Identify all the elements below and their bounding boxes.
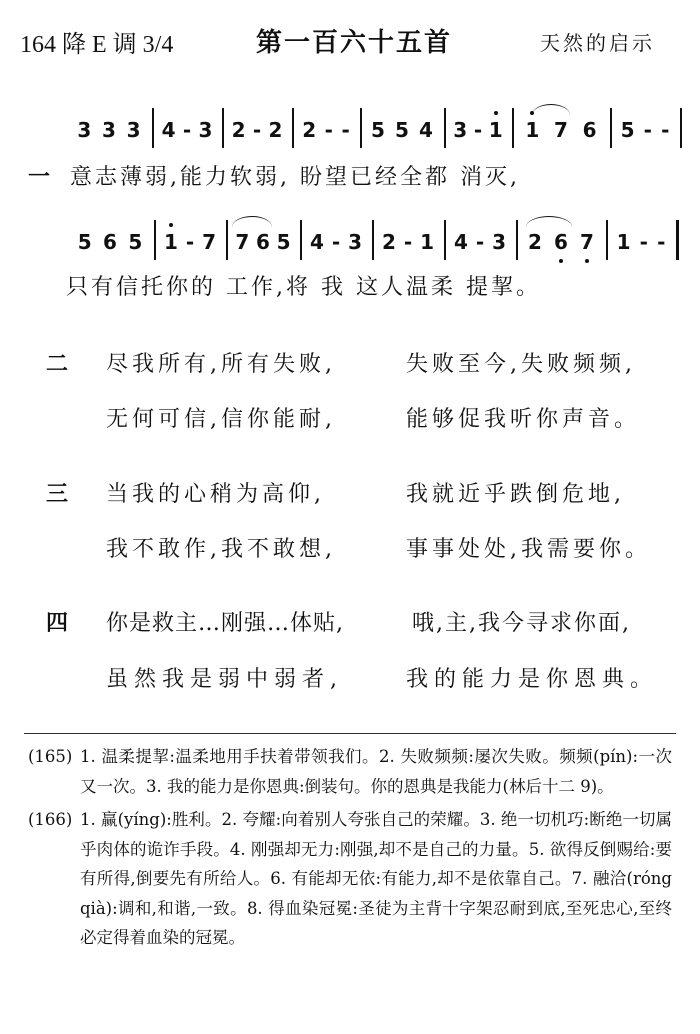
note: -	[661, 118, 670, 142]
measure	[450, 118, 506, 142]
note: -	[657, 230, 666, 254]
note: 7	[202, 230, 216, 254]
divider-line	[24, 733, 676, 734]
note: -	[252, 118, 262, 142]
verse-1-lyric-line-1: 意志薄弱,能力软弱, 盼望已经全都 消灭,	[70, 165, 520, 190]
verse-3-number: 三	[46, 482, 69, 507]
bar-line	[680, 108, 682, 148]
measure	[522, 230, 600, 254]
measure	[232, 230, 294, 254]
hymn-number: 164	[20, 32, 56, 58]
note: 3	[126, 118, 141, 142]
verse-3-line-1b: 我就近乎跌倒危地,	[406, 482, 625, 507]
measure	[160, 230, 220, 254]
measure	[518, 118, 604, 142]
note: 5	[620, 118, 635, 142]
bar-line	[372, 220, 374, 260]
note: -	[324, 118, 333, 142]
measure	[378, 230, 438, 254]
verse-2-line-2b: 能够促我听你声音。	[406, 407, 641, 432]
note: 2	[302, 118, 317, 142]
note: 3	[102, 118, 116, 142]
note: -	[639, 230, 648, 254]
slur-mark	[532, 104, 570, 115]
note: 1	[525, 118, 540, 142]
measure	[612, 230, 670, 254]
note: 3	[198, 118, 213, 142]
measure	[72, 230, 148, 254]
verse-3-line-1a: 当我的心稍为高仰,	[106, 482, 325, 507]
bar-line	[154, 220, 156, 260]
note: 7	[554, 118, 568, 142]
verse-4-number: 四	[46, 611, 69, 636]
measure	[228, 118, 286, 142]
measure	[616, 118, 674, 142]
footnote-text: 1. 温柔提挈:温柔地用手扶着带领我们。2. 失败频频:屡次失败。频频(pín):一次又一次。3. 我的能力是你恩典:倒装句。你的恩典是我能力(林后十二 9)。	[80, 747, 672, 796]
note: -	[403, 230, 413, 254]
verse-4-line-1b: 哦,主,我今寻求你面,	[412, 611, 631, 636]
note: 1	[488, 118, 503, 142]
bar-line	[360, 108, 362, 148]
measure	[450, 230, 510, 254]
bar-line	[292, 108, 294, 148]
note: 4	[453, 230, 468, 254]
note: 5	[77, 230, 92, 254]
verse-2-line-1a: 尽我所有,所有失败,	[106, 352, 336, 377]
verse-2-line-2a: 无何可信,信你能耐,	[106, 407, 336, 432]
note: -	[331, 230, 341, 254]
note: 5	[395, 118, 409, 142]
footnote-tag: (166)	[28, 810, 73, 829]
verse-4-line-1a: 你是救主…刚强…体贴,	[106, 611, 344, 636]
note: 2	[268, 118, 283, 142]
measure	[158, 118, 216, 142]
note: 3	[348, 230, 362, 254]
bar-line	[300, 220, 302, 260]
note: 1	[616, 230, 631, 254]
bar-line	[152, 108, 154, 148]
bar-line	[512, 108, 514, 148]
note: 4	[161, 118, 176, 142]
note: 4	[309, 230, 324, 254]
note: 5	[128, 230, 143, 254]
footnote-text: 1. 赢(yíng):胜利。2. 夸耀:向着别人夸张自己的荣耀。3. 绝一切机巧:断绝一切属乎肉体的诡诈手段。4. 刚强却无力:刚强,却不是自己的力量。5. 欲得反倒赐给:要有所得,倒要先有所给人。6. 有能却无依:有能力,却不是依靠自己。7. 融洽(róng qià):调和,和谐,一致。8. 得血染冠冕:圣徒为主背十字架忍耐到底,至死忠心,至终必定得着血染的冠冕。	[80, 810, 672, 947]
verse-1-number: 一	[28, 165, 54, 190]
note: 7	[580, 230, 594, 254]
footnotes	[28, 742, 672, 953]
hymn-theme: 天然的启示	[540, 31, 655, 55]
measure	[298, 118, 354, 142]
note: -	[475, 230, 485, 254]
bar-line	[444, 220, 446, 260]
hymn-title: 第一百六十五首	[256, 28, 453, 58]
bar-line	[516, 220, 518, 260]
verse-2-number: 二	[46, 352, 69, 377]
note: 3	[492, 230, 506, 254]
note: -	[341, 118, 350, 142]
note: 6	[256, 230, 270, 254]
note: 2	[381, 230, 396, 254]
bar-line	[226, 220, 228, 260]
bar-line	[606, 220, 608, 260]
note: 5	[276, 230, 291, 254]
note: 6	[582, 118, 597, 142]
measure	[72, 118, 146, 142]
verse-4-line-2a: 虽然我是弱中弱者,	[106, 667, 343, 692]
footnote-tag: (165)	[28, 747, 73, 766]
bar-line	[222, 108, 224, 148]
note: 6	[554, 230, 568, 254]
verse-3-line-2a: 我不敢作,我不敢想,	[106, 537, 336, 562]
footnote-166	[28, 805, 672, 953]
key-time-signature: 降 E 调 3/4	[62, 32, 174, 58]
note: -	[643, 118, 652, 142]
verse-2-line-1b: 失败至今,失败频频,	[406, 352, 636, 377]
note: 7	[235, 230, 250, 254]
note: 6	[103, 230, 117, 254]
note: -	[473, 118, 483, 142]
note: 3	[77, 118, 92, 142]
verse-4-line-2b: 我的能力是你恩典。	[406, 667, 659, 692]
bar-line	[444, 108, 446, 148]
measure	[306, 230, 366, 254]
bar-line	[676, 220, 679, 260]
measure	[366, 118, 438, 142]
note: 4	[419, 118, 433, 142]
verse-1-lyric-line-2: 只有信托你的 工作,将 我 这人温柔 提挈。	[66, 275, 541, 300]
note: -	[185, 230, 195, 254]
slur-mark	[526, 216, 572, 227]
note: 2	[231, 118, 246, 142]
note: 1	[163, 230, 178, 254]
note: 5	[371, 118, 385, 142]
verse-3-line-2b: 事事处处,我需要你。	[406, 537, 651, 562]
note: 2	[528, 230, 542, 254]
note: 1	[420, 230, 434, 254]
bar-line	[610, 108, 612, 148]
note: -	[182, 118, 192, 142]
hymn-number-key	[20, 24, 173, 59]
slur-mark	[232, 216, 272, 227]
note: 3	[453, 118, 468, 142]
footnote-165	[28, 742, 672, 801]
